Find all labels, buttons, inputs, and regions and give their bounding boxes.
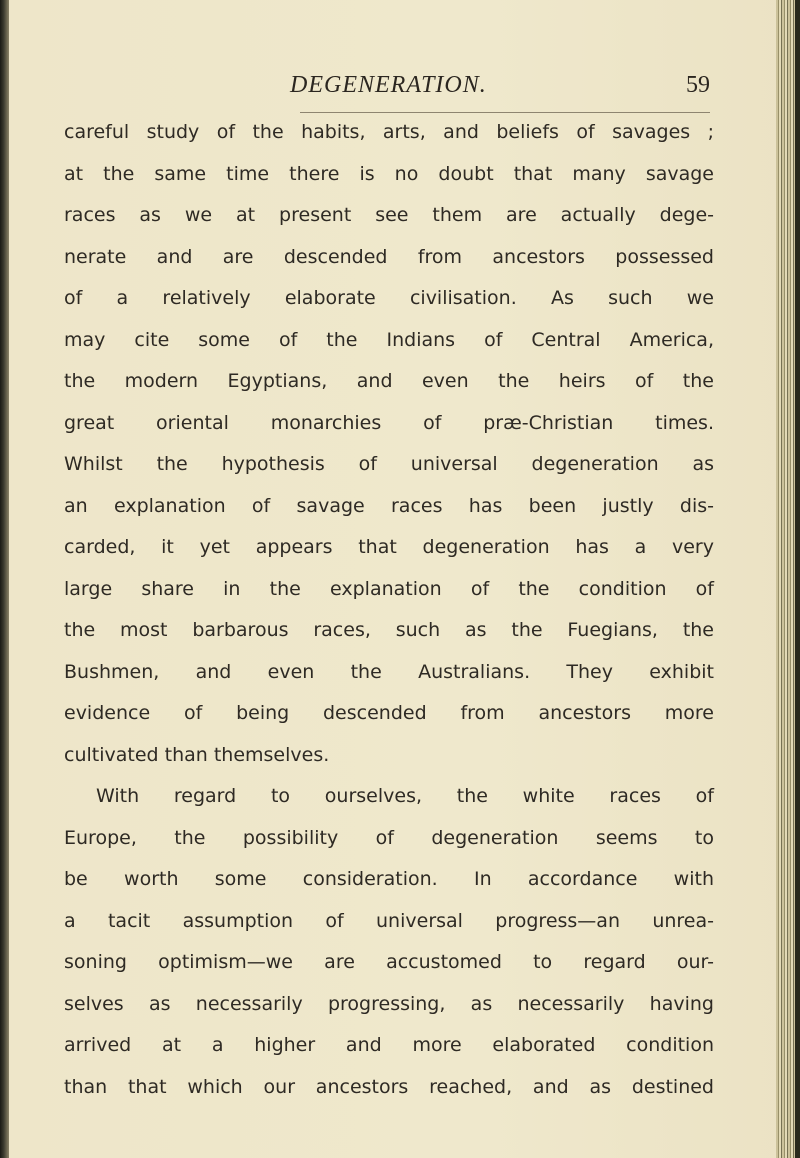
text-line: than that which our ancestors reached, and as destined	[64, 1075, 714, 1098]
text-line: selves as necessarily progressing, as necessarily having	[64, 992, 714, 1015]
text-line: a tacit assumption of universal progress—an unrea-	[64, 909, 714, 932]
text-line: an explanation of savage races has been justly dis-	[64, 494, 714, 517]
text-line: large share in the explanation of the condition of	[64, 577, 714, 600]
text-line: nerate and are descended from ancestors possessed	[64, 245, 714, 268]
page-edge-shadow	[795, 0, 800, 1158]
body-text	[64, 112, 714, 1108]
text-line: With regard to ourselves, the white races of	[96, 785, 714, 807]
text-line: at the same time there is no doubt that many savage	[64, 162, 714, 185]
text-line: Europe, the possibility of degeneration seems to	[64, 826, 714, 849]
text-line: cultivated than themselves.	[64, 743, 330, 766]
text-line: races as we at present see them are actually dege-	[64, 204, 714, 226]
binding-shadow	[0, 0, 9, 1158]
running-title: DEGENERATION.	[290, 72, 487, 98]
text-line: the most barbarous races, such as the Fuegians, the	[64, 619, 714, 641]
text-line: the modern Egyptians, and even the heirs of the	[64, 370, 714, 392]
text-line: soning optimism—we are accustomed to regard our-	[64, 951, 714, 973]
text-line: Whilst the hypothesis of universal degeneration as	[64, 453, 714, 475]
text-line: of a relatively elaborate civilisation. As such we	[64, 287, 714, 309]
page-number: 59	[686, 72, 710, 98]
text-line: evidence of being descended from ancestors more	[64, 702, 714, 724]
text-line: arrived at a higher and more elaborated condition	[64, 1034, 714, 1056]
page-header	[66, 72, 710, 102]
text-line: great oriental monarchies of præ-Christian times.	[64, 411, 714, 434]
text-line: be worth some consideration. In accordance with	[64, 868, 714, 890]
text-line: careful study of the habits, arts, and beliefs of savages ;	[64, 121, 714, 143]
text-line: carded, it yet appears that degeneration has a very	[64, 536, 714, 558]
text-line: may cite some of the Indians of Central America,	[64, 328, 714, 351]
text-line: Bushmen, and even the Australians. They exhibit	[64, 660, 714, 683]
